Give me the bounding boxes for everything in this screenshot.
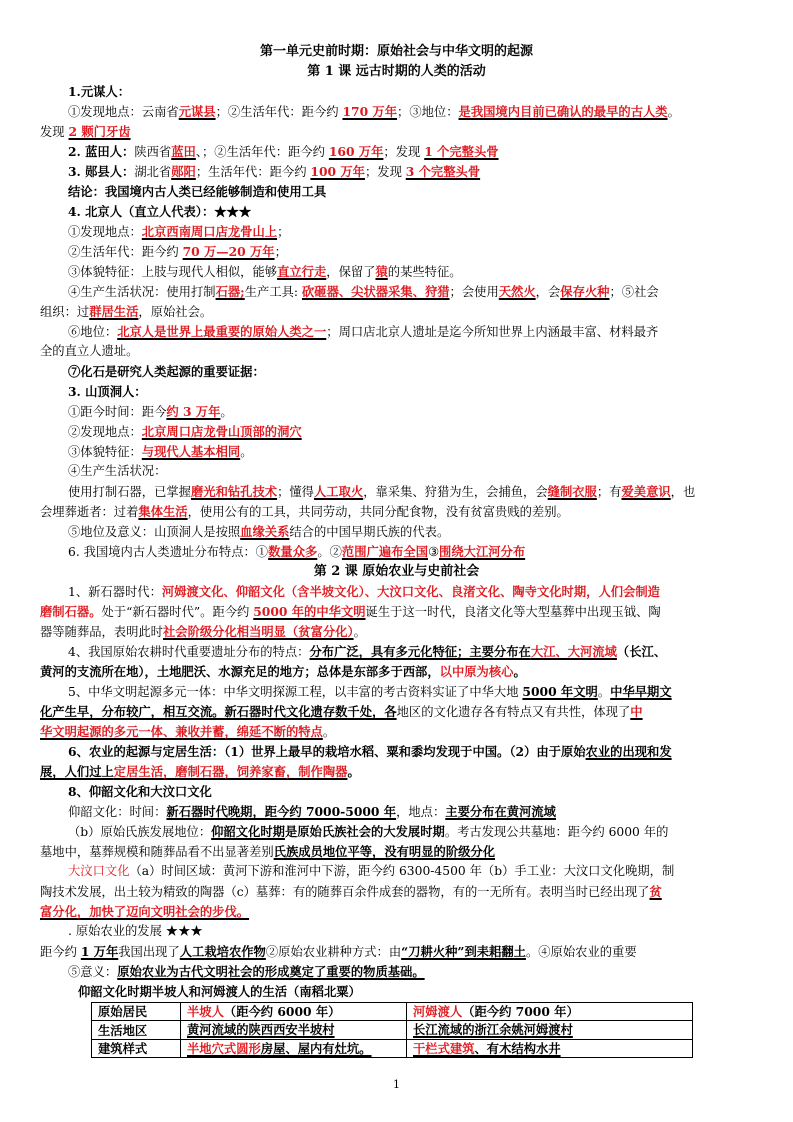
yunxian-line: 3. 郧县人：湖北省郧阳；生活年代：距今约 100 万年；发现 3 个完整头骨 bbox=[68, 164, 481, 179]
civilization-line2: 化产生早，分布较广，相互交流。新石器时代文化遗存数千处，各地区的文化遗存各有特点又有共性，体现了中 bbox=[40, 704, 643, 719]
lantian-line: 2. 蓝田人：陕西省蓝田、；②生活年代：距今约 160 万年；发现 1 个完整头骨 bbox=[68, 144, 499, 159]
table-caption: 仰韶文化时期半坡人和河姆渡人的生活（南稻北粟） bbox=[78, 984, 361, 999]
distribution-line: 6. 我国境内古人类遗址分布特点：①数量众多。②范围广遍布全国③围绕大江河分布 bbox=[68, 544, 526, 559]
beijing-line1: ①发现地点：北京西南周口店龙骨山上； bbox=[68, 224, 290, 239]
table-cell: 原始居民 bbox=[92, 1003, 181, 1021]
yuanmou-line2: 发现 2 颗门牙齿 bbox=[40, 124, 131, 139]
beijing-line7: 全的直立人遗址。 bbox=[40, 344, 139, 358]
beijing-line5: 组织：过群居生活，原始社会。 bbox=[40, 304, 213, 319]
beijing-line2: ②生活年代：距今约 70 万—20 万年； bbox=[68, 244, 287, 259]
table-cell: 半地穴式圆形房屋、屋内有灶坑。 bbox=[181, 1040, 407, 1058]
unit-title: 第一单元史前时期：原始社会与中华文明的起源 bbox=[259, 44, 533, 59]
page-number: 1 bbox=[393, 1078, 400, 1091]
conclusion-line: 结论：我国境内古人类已经能够制造和使用工具 bbox=[68, 184, 327, 199]
beijing-line8: ⑦化石是研究人类起源的重要证据： bbox=[68, 364, 265, 379]
agriculture-origin-line1: 6、农业的起源与定居生活：（1）世界上最早的栽培水稻、粟和黍均发现于中国。（2）由于原始农业的出现和发 bbox=[68, 744, 672, 759]
beijing-line3: ③体貌特征：上肢与现代人相似，能够直立行走，保留了猿的某些特征。 bbox=[68, 264, 462, 279]
civilization-line3: 华文明起源的多元一体、兼收并蓄，绵延不断的特点。 bbox=[40, 724, 336, 739]
table-cell: 半坡人（距今约 6000 年） bbox=[181, 1003, 407, 1021]
neolithic-line3: 器等随葬品，表明此时社会阶级分化相当明显（贫富分化）。 bbox=[40, 624, 366, 639]
farming-line2: ⑤意义：原始农业为古代文明社会的形成奠定了重要的物质基础。 bbox=[68, 964, 425, 979]
table-cell: 干栏式建筑、有木结构水井 bbox=[407, 1040, 693, 1058]
shanding-line4: ④生产生活状况： bbox=[68, 464, 167, 478]
shanding-line5: 使用打制石器，已掌握磨光和钻孔技术；懂得人工取火，靠采集、狩猎为生，会捕鱼，会缝制衣服；有爱美意识，也 bbox=[68, 484, 696, 499]
site-distribution-line2: 黄河的支流所在地），土地肥沃、水源充足的地方；总体是东部多于西部，以中原为核心。 bbox=[40, 664, 526, 679]
yangshao-line2: （b）原始氏族发展地位：仰韶文化时期是原始氏族社会的大发展时期。考古发现公共墓地：距今约 6000 年的 bbox=[68, 824, 669, 839]
farming-heading: . 原始农业的发展 ★★★ bbox=[68, 924, 203, 938]
dawenkou-line1: 大汶口文化（a）时间区域：黄河下游和淮河中下游，距今约 6300-4500 年（b）手工业：大汶口文化晚期，制 bbox=[68, 864, 675, 878]
table-cell: 生活地区 bbox=[92, 1021, 181, 1040]
shanding-heading: 3. 山顶洞人： bbox=[68, 384, 147, 399]
dawenkou-line3: 富分化，加快了迈向文明社会的步伐。 bbox=[40, 904, 250, 919]
lesson1-title: 第 1 课 远古时期的人类的活动 bbox=[307, 64, 486, 79]
site-distribution-line1: 4、我国原始农耕时代重要遗址分布的特点：分布广泛，具有多元化特征；主要分布在大江、大河流域（长江、 bbox=[68, 644, 667, 659]
table-cell: 建筑样式 bbox=[92, 1040, 181, 1058]
table-row bbox=[92, 1040, 693, 1058]
neolithic-line1: 1、新石器时代：河姆渡文化、仰韶文化（含半坡文化）、大汶口文化、良渚文化、陶寺文化时期，人们会制造 bbox=[68, 584, 660, 599]
yuanmou-line1: ①发现地点：云南省元谋县；②生活年代：距今约 170 万年；③地位：是我国境内目前已确认的最早的古人类。 bbox=[68, 104, 680, 119]
beijing-line4: ④生产生活状况：使用打制石器;生产工具: 砍砸器、尖状器采集、狩猎；会使用天然火，会保存火种；⑤社会 bbox=[68, 284, 659, 299]
table-cell: 河姆渡人（距今约 7000 年） bbox=[407, 1003, 693, 1021]
dawenkou-line2: 陶技术发展，出土较为精致的陶器（c）墓葬：有的随葬百余件成套的器物，有的一无所有。表明当时已经出现了贫 bbox=[40, 884, 662, 899]
table-row bbox=[92, 1021, 693, 1040]
yangshao-line3: 墓地中，墓葬规模和随葬品看不出显著差别氏族成员地位平等，没有明显的阶级分化 bbox=[40, 844, 496, 859]
beijing-heading: 4. 北京人（直立人代表）：★★★ bbox=[68, 204, 252, 219]
shanding-line3: ③体貌特征：与现代人基本相同。 bbox=[68, 444, 253, 459]
table-cell: 黄河流域的陕西西安半坡村 bbox=[181, 1021, 407, 1040]
shanding-line2: ②发现地点：北京周口店龙骨山顶部的洞穴 bbox=[68, 424, 302, 439]
civilization-line1: 5、中华文明起源多元一体：中华文明探源工程，以丰富的考古资料实证了中华大地 5000 年文明。中华早期文 bbox=[68, 684, 672, 699]
shanding-line7: ⑤地位及意义：山顶洞人是按照血缘关系结合的中国早期氏族的代表。 bbox=[68, 524, 450, 539]
shanding-line1: ①距今时间：距今约 3 万年。 bbox=[68, 404, 233, 419]
table-cell: 长江流域的浙江余姚河姆渡村 bbox=[407, 1021, 693, 1040]
beijing-line6: ⑥地位：北京人是世界上最重要的原始人类之一；周口店北京人遗址是迄今所知世界上内涵最丰富、材料最齐 bbox=[68, 324, 659, 339]
farming-line1: 距今约 1 万年我国出现了人工栽培农作物②原始农业耕种方式：由“刀耕火种”到耒耜翻土。④原始农业的重要 bbox=[40, 944, 637, 959]
lesson2-title: 第 2 课 原始农业与史前社会 bbox=[313, 564, 480, 579]
neolithic-line2: 磨制石器。处于“新石器时代”。距今约 5000 年的中华文明诞生于这一时代，良渚文化等大型墓葬中出现玉钺、陶 bbox=[40, 604, 661, 619]
yuanmou-heading: 1.元谋人： bbox=[68, 84, 131, 99]
comparison-table bbox=[91, 1002, 693, 1058]
table-row bbox=[92, 1003, 693, 1021]
yangshao-line1: 仰韶文化：时间：新石器时代晚期，距今约 7000-5000 年，地点：主要分布在黄河流域 bbox=[68, 804, 556, 819]
agriculture-origin-line2: 展，人们过上定居生活，磨制石器，饲养家畜，制作陶器。 bbox=[40, 764, 360, 779]
yangshao-dawenkou-heading: 8、仰韶文化和大汶口文化 bbox=[68, 784, 212, 799]
shanding-line6: 会埋葬逝者：过着集体生活，使用公有的工具，共同劳动，共同分配食物，没有贫富贵贱的差别。 bbox=[40, 504, 569, 519]
